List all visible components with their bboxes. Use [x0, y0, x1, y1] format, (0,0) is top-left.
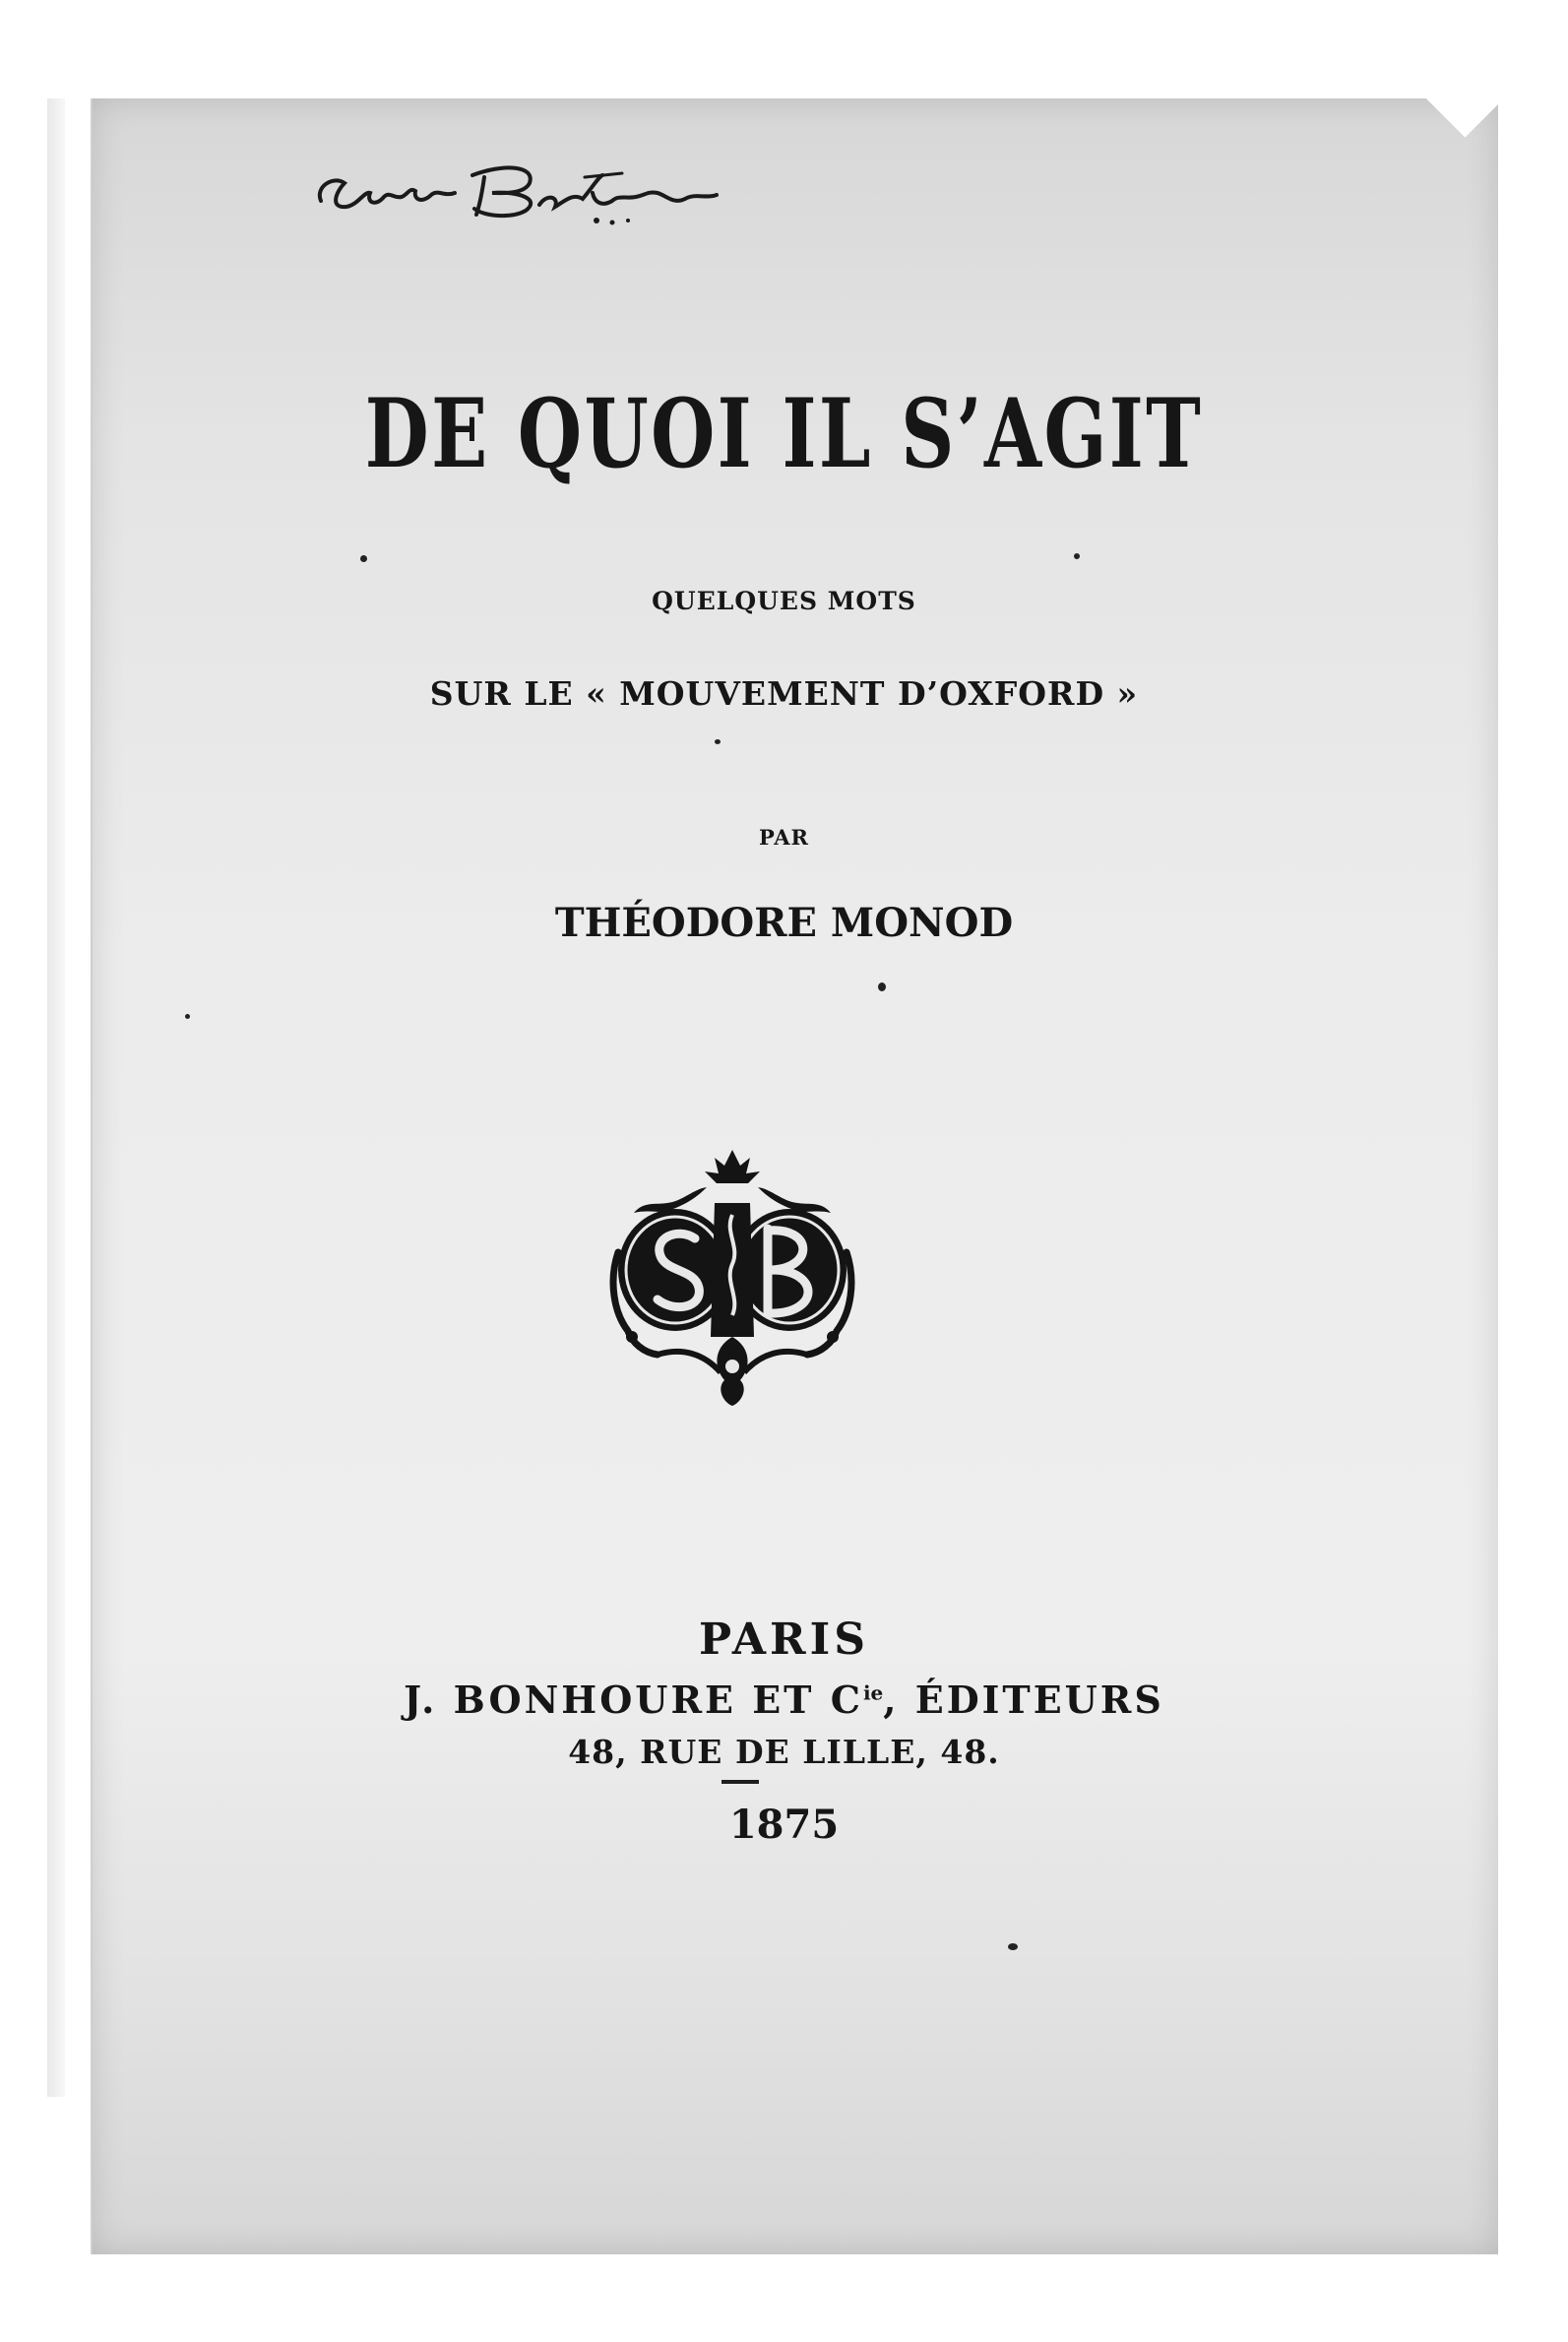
book-title: DE QUOI IL S’AGIT: [364, 378, 1204, 489]
publisher-line: [0, 1677, 1568, 1722]
byline: PAR: [758, 825, 809, 850]
publisher-name: J. BONHOURE ET C: [404, 1677, 863, 1722]
ink-speck: [185, 1014, 190, 1019]
divider-rule: [721, 1780, 759, 1784]
ink-speck: [1074, 553, 1080, 559]
ink-speck: [1008, 1943, 1018, 1950]
publication-year: 1875: [728, 1802, 840, 1848]
ink-speck: [878, 982, 886, 991]
author-name: THÉODORE MONOD: [554, 900, 1014, 946]
monogram-emblem-icon: [604, 1144, 860, 1410]
binding-edge: [47, 98, 65, 2097]
publisher-address: 48, RUE DE LILLE, 48.: [568, 1733, 1000, 1771]
place-of-publication: PARIS: [699, 1614, 869, 1665]
ink-speck: [360, 555, 367, 562]
publisher-suffix: , ÉDITEURS: [883, 1677, 1164, 1722]
publisher-superscript: ie: [862, 1680, 884, 1705]
torn-corner: [1426, 59, 1504, 137]
handwritten-signature: [307, 148, 799, 236]
signature-icon: [307, 148, 799, 236]
subtitle-line-2: SUR LE « MOUVEMENT D’OXFORD »: [429, 674, 1139, 713]
ink-speck: [715, 739, 721, 744]
subtitle-line-1: QUELQUES MOTS: [652, 587, 916, 615]
